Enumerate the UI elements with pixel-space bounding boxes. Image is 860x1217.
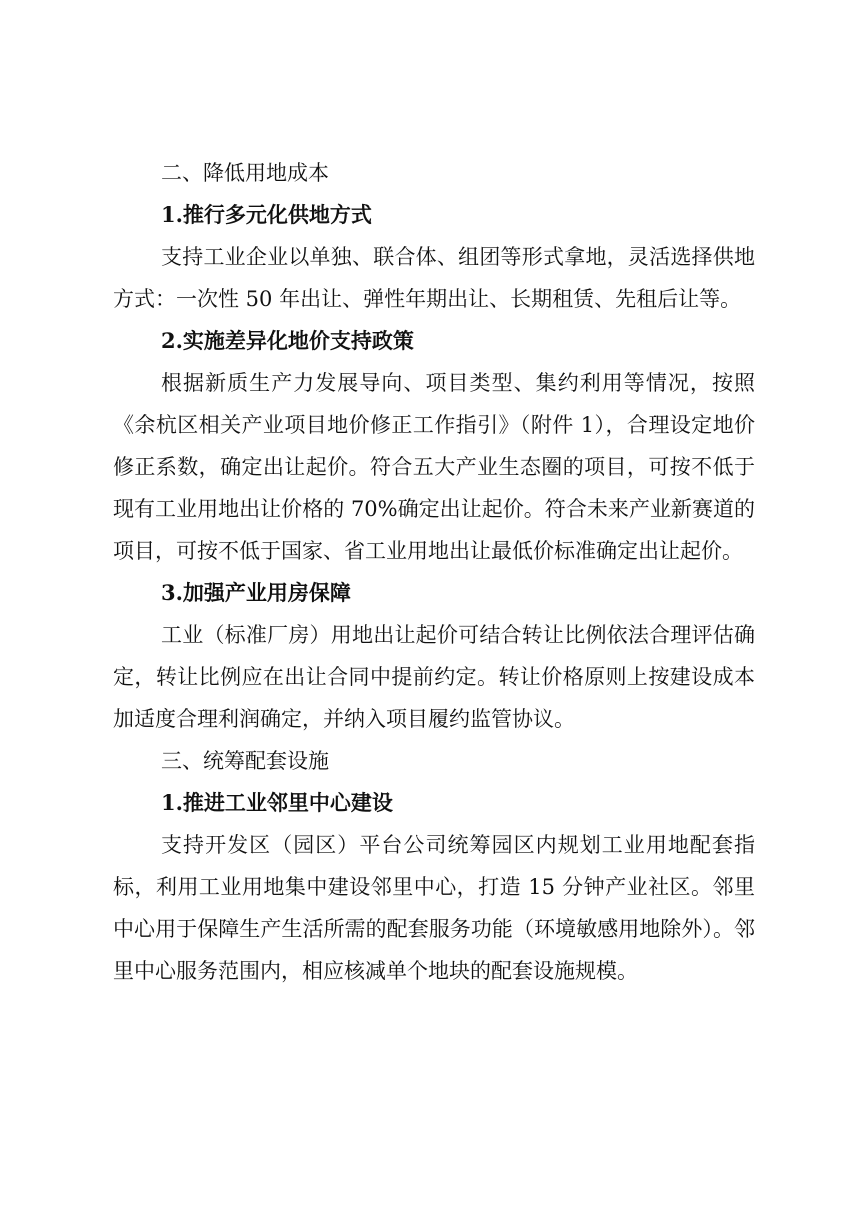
document-body	[113, 152, 755, 992]
paragraph-industrial-housing: 工业（标准厂房）用地出让起价可结合转让比例依法合理评估确定，转让比例应在出让合同中提前约定。转让价格原则上按建设成本加适度合理利润确定，并纳入项目履约监管协议。	[113, 623, 755, 731]
section-heading-reduce-land-cost: 二、降低用地成本	[161, 161, 329, 185]
subheading-differentiated-land-price: 2.实施差异化地价支持政策	[161, 328, 414, 353]
subheading-diversified-land-supply: 1.推行多元化供地方式	[161, 202, 372, 227]
paragraph-land-price-policy: 根据新质生产力发展导向、项目类型、集约利用等情况，按照《余杭区相关产业项目地价修正工作指引》（附件 1），合理设定地价修正系数，确定出让起价。符合五大产业生态圈的项目，可按不低于现有工业用地出让价格的 70%确定出让起价。符合未来产业新赛道的项目，可按不低于国家、省工业用地出让最低价标准确定出让起价。	[113, 371, 755, 563]
section-heading-supporting-facilities: 三、统筹配套设施	[161, 749, 329, 773]
paragraph-land-supply-methods: 支持工业企业以单独、联合体、组团等形式拿地，灵活选择供地方式：一次性 50 年出让、弹性年期出让、长期租赁、先租后让等。	[113, 245, 755, 311]
subheading-neighborhood-center: 1.推进工业邻里中心建设	[161, 790, 393, 815]
subheading-industrial-housing: 3.加强产业用房保障	[161, 580, 351, 605]
paragraph-neighborhood-center: 支持开发区（园区）平台公司统筹园区内规划工业用地配套指标，利用工业用地集中建设邻里中心，打造 15 分钟产业社区。邻里中心用于保障生产生活所需的配套服务功能（环境敏感用地除外）。邻里中心服务范围内，相应核减单个地块的配套设施规模。	[113, 833, 755, 983]
